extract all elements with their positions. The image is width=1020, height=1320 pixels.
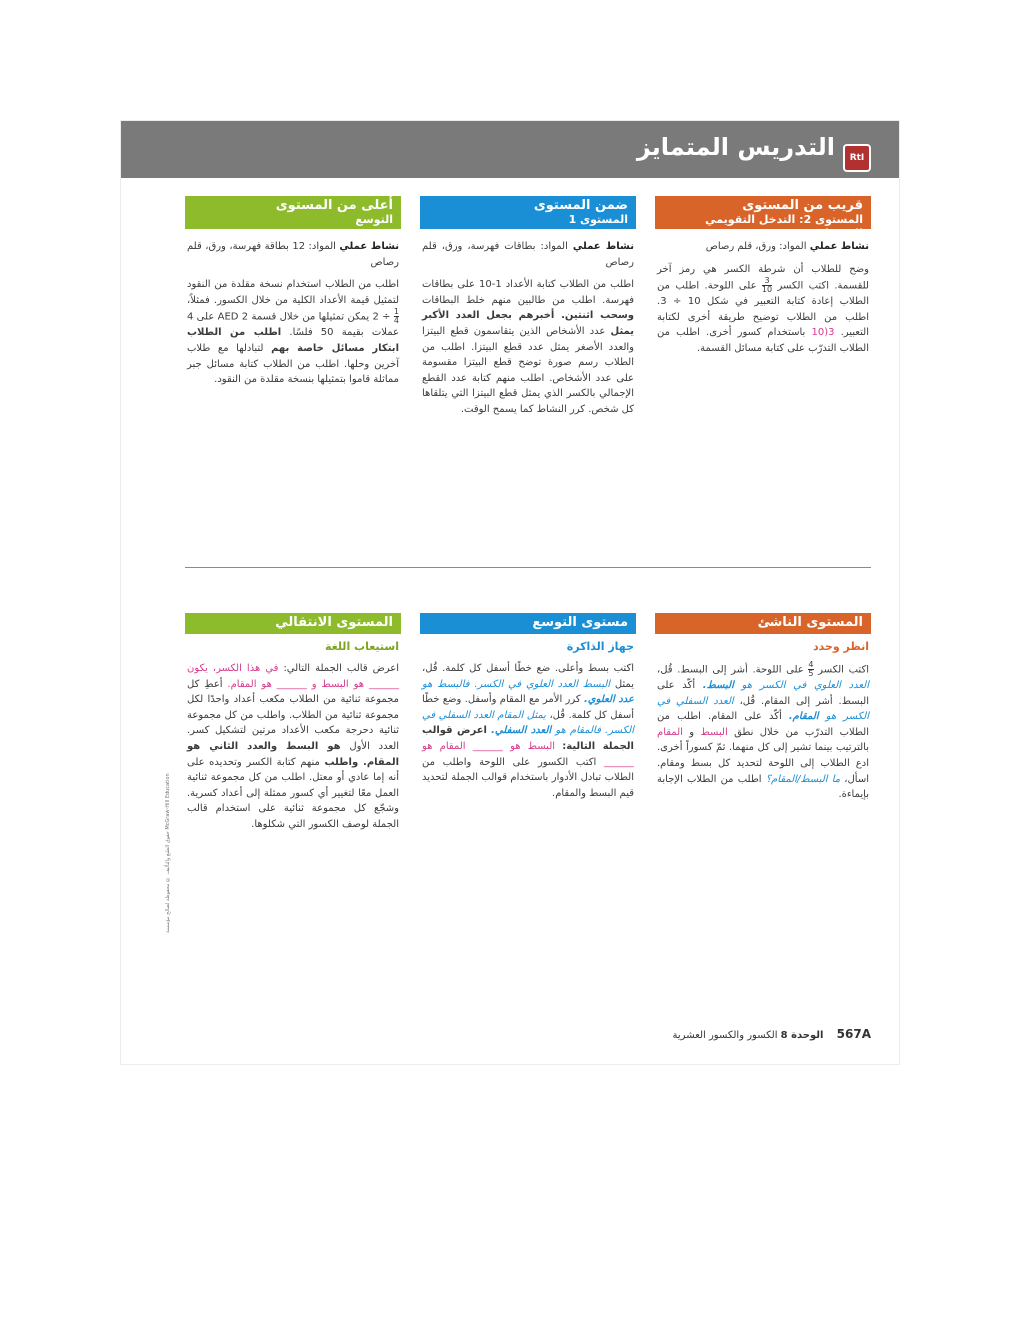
- page-title: التدريس المتمايز: [636, 133, 835, 161]
- col-body: [655, 661, 871, 803]
- unit-title: الكسور والكسور العشرية: [672, 1030, 778, 1041]
- page-footer: [673, 1027, 871, 1041]
- unit-label: الوحدة 8: [780, 1030, 824, 1041]
- band-title: قريب من المستوى: [742, 198, 863, 213]
- band-subtitle: المستوى 1: [568, 213, 628, 226]
- fraction: $\frac{1}{4}$: [393, 307, 399, 326]
- activity-text: اكتب بسط وأعلى. ضع خطًا أسفل كل كلمة. قُل، يمثل البسط العدد العلوي في الكسر. فالبسط هو عدد العلوي. كرر الأمر مع المقام وأسفل. وضع خطًا أسفل كل كلمة. قُل، يمثل المقام العدد السفلي في الكسر. فالمقام هو العدد السفلي. اعرض قوالب الجملة التالية: البسط هو ______ المقام هو ______ اكتب الكسور على اللوحة واطلب من الطلاب تبادل الأدوار باستخدام قوالب الجملة لتحديد قيم البسط والمقام.: [422, 663, 635, 799]
- lead-label: نشاط عملي: [572, 241, 634, 252]
- bottom-col-bridging: [185, 613, 401, 840]
- col-body: [185, 239, 401, 388]
- col-body: [420, 239, 636, 418]
- band-title: المستوى الانتقالي: [275, 615, 393, 630]
- band-title: أعلى من المستوى: [275, 198, 393, 213]
- section-divider: [185, 567, 871, 568]
- activity-text: وضح للطلاب أن شرطة الكسر هي رمز آخر للقسمة. اكتب الكسر $\frac{3}{10}$ على اللوحة. اطلب من الطلاب إعادة كتابة التعبير في شكل 10 ÷ 3. اطلب من الطلاب توضيح طريقة أخرى لكتابة التعبير. 3(10 باستخدام كسور أخرى. اطلب من الطلاب التدرّب على كتابة مسائل القسمة.: [657, 263, 869, 355]
- fraction: $\frac{4}{5}$: [808, 660, 814, 678]
- strategy-heading: جهاز الذاكرة: [566, 640, 634, 653]
- top-col-on-level: [420, 196, 636, 425]
- col-body: [420, 661, 636, 801]
- fraction: $\frac{3}{10}$: [761, 276, 773, 295]
- band-expanding: [420, 613, 636, 634]
- materials: المواد: بطاقات فهرسة، ورق، قلم رصاص: [422, 241, 634, 268]
- bottom-col-expanding: [420, 613, 636, 808]
- activity-text: اكتب الكسر $\frac{4}{5}$ على اللوحة. أشر إلى البسط. قُل، العدد العلوي في الكسر هو البسط. أكّد على البسط. أشر إلى المقام. قُل، العدد السفلي في الكسر هو المقام. أكّد على المقام. اطلب من الطلاب التدرّب من خلال نطق البسط و المقام بالترتيب بينما تشير إلى كل منهما. ثمّ كسوراً أخرى. ادع الطلاب إلى اللوحة لتحديد كل بسط ومقام. اسأل، ما البسط/المقام؟ اطلب من الطلاب الإجابة بإيماءة.: [657, 660, 869, 801]
- activity-text: اطلب من الطلاب استخدام نسخة مقلدة من النقود لتمثيل قيمة الأعداد الكلية من خلال الكسور. فمثلاً، $\frac{1}{4}$ ÷ 2 يمكن تمثيلها من خلال قسمة 2 AED على 4 عملات بقيمة 50 فلسًا. اطلب من الطلاب ابتكار مسائل خاصة بهم لتبادلها مع طلاب آخرين وحلها. اطلب من الطلاب كتابة مسائل جبر مماثلة قاموا بتمثيلها بنسخة مقلدة من النقود.: [187, 279, 399, 386]
- band-emerging: [655, 613, 871, 634]
- page: [120, 120, 900, 1065]
- band-title: المستوى الناشئ: [757, 615, 863, 630]
- band-subtitle: التوسع: [355, 213, 393, 226]
- materials: المواد: 12 بطاقة فهرسة، ورق، قلم رصاص: [187, 241, 399, 268]
- activity-text: اعرض قالب الجملة التالي: في هذا الكسر، يكون ______ هو البسط و ______ هو المقام. أعطِ كل مجموعة ثنائية من الطلاب مكعب أعداد واحدًا لكل مجموعة ثنائية من الطلاب. واطلب من كل مجموعة ثنائية دحرجة مكعب الأعداد مرتين لتشكيل كسر. العدد الأول هو البسط والعدد الثاني هو المقام. واطلب منهم كتابة الكسر وتحديده على أنه إما عادي أو معتل. اطلب من كل مجموعة ثنائية العمل معًا لتغيير أي كسور ممثلة إلى أعداد كسرية. وشجّع كل مجموعة ثنائية على استخدام قالب الجملة لوصف الكسور التي شكلوها.: [187, 663, 400, 830]
- bottom-col-emerging: [655, 613, 871, 810]
- band-title: مستوى التوسع: [532, 615, 628, 630]
- activity-text: اطلب من الطلاب كتابة الأعداد 1-10 على بطاقات فهرسة. اطلب من طالبين منهم خلط البطاقات وسحب اثنتين. أخبرهم بجعل العدد الأكبر يمثل عدد الأشخاص الذين يتقاسمون قطع البيتزا والعدد الأصغر يمثل عدد قطع البيتزا. اطلب من الطلاب رسم صورة توضح قطع البيتزا مقسومة على عدد الأشخاص. اطلب منهم كتابة عدد القطع الإجمالي بالكسر الذي يمثل قطع البيتزا التي يتلقاها كل شخص. كرر النشاط كما يسمح الوقت.: [422, 279, 634, 415]
- band-bridging: [185, 613, 401, 634]
- top-col-approaching: [655, 196, 871, 364]
- band-beyond: [185, 196, 401, 229]
- col-body: [185, 661, 401, 833]
- top-col-beyond: [185, 196, 401, 395]
- strategy-heading: انظر وحدد: [812, 640, 869, 653]
- page-number: 567A: [836, 1027, 871, 1041]
- copyright-sidebar: حقوق الطبع والتأليف © محفوظة لصالح مؤسسة McGraw-Hill Education: [165, 773, 171, 933]
- band-approaching: [655, 196, 871, 240]
- band-subtitle: المستوى 2: التدخل التقويمي الإستراتيجي: [705, 213, 863, 240]
- band-title: ضمن المستوى: [533, 198, 628, 213]
- page-header: [121, 121, 899, 178]
- materials: المواد: ورق، قلم رصاص: [705, 241, 807, 252]
- lead-label: نشاط عملي: [339, 241, 400, 252]
- lead-label: نشاط عملي: [809, 241, 869, 252]
- rti-badge-icon: RtI: [843, 144, 871, 172]
- strategy-heading: استيعاب اللغة: [324, 640, 399, 653]
- band-on-level: [420, 196, 636, 229]
- col-body: [655, 239, 871, 357]
